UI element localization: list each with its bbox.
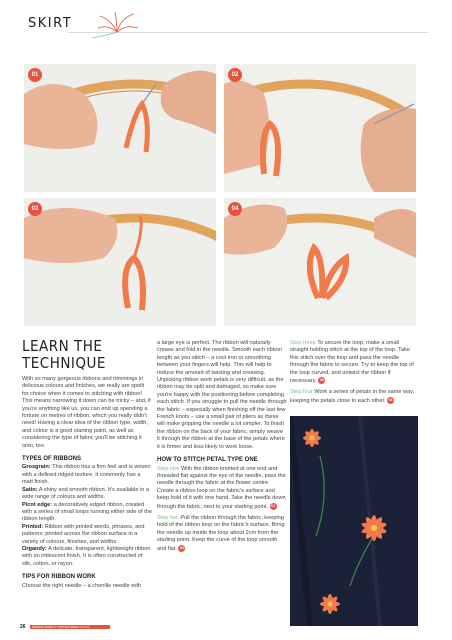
- step-one: [157, 466, 287, 511]
- types-heading: TYPES OF RIBBONS: [22, 456, 82, 463]
- ribbon-type-term: Grosgrain:: [22, 464, 51, 471]
- page-header: [12, 8, 440, 42]
- step-number-badge: 01: [271, 503, 276, 508]
- tips-heading: TIPS FOR RIBBON WORK: [22, 574, 96, 581]
- ribbon-type-entry: [22, 546, 152, 568]
- footer-banner: SEWING DIRECT TOPTENTREND.CO.UK: [30, 625, 110, 629]
- photo-number-badge: 03: [28, 202, 42, 216]
- photo-number-badge: 04: [228, 202, 242, 216]
- column-two: [157, 340, 287, 557]
- article-heading: LEARN THE TECHNIQUE: [22, 337, 106, 372]
- photo-number-badge: 01: [28, 68, 42, 82]
- step-number-badge: 02: [179, 545, 184, 550]
- skirt-image: [290, 416, 418, 626]
- step-four: [290, 389, 418, 405]
- step-photo-04: [224, 198, 416, 326]
- finished-skirt-photo: [290, 416, 418, 626]
- step-number-badge: 03: [319, 378, 324, 383]
- step-text: Pull the ribbon through the fabric, keeping hold of the ribbon loop on the fabric's surface. Bring the needle up inside the loop about 2cm from the starting point. Keep the curve of the loop smooth and flat.: [157, 514, 285, 552]
- ribbon-type-term: Printed:: [22, 523, 44, 530]
- ribbon-type-entry: [22, 502, 152, 524]
- tips-paragraph: Choose the right needle – a chenille needle with: [22, 582, 142, 589]
- column-one: [22, 338, 152, 594]
- page-footer: [20, 624, 110, 630]
- step-three: [290, 340, 418, 385]
- step-label: Step three: [290, 340, 316, 346]
- step-label: Step one: [157, 465, 180, 472]
- tips-continued-paragraph: a large eye is perfect. The ribbon will naturally crease and fold in the needle. Smooth each ribbon length as you stitch – a cool iron or smoothing between your fingers will help. This will help to reduce the amount of twisting and creasing. Unpicking ribbon work petals is very difficult, as the ribbon may be split and damaged, so make sure you're happy with the positioning before completing each stitch. If you struggle to pull the needle through the fabric – especially when finishing off the last few French knots – use a small pair of pliers as these will make gripping the needle a lot simpler. To finish the ribbon on the back of your fabric, simply weave it through the ribbon at the base of the petals where it is firmer and less likely to work loose.: [157, 340, 287, 450]
- step-two: [157, 515, 287, 553]
- column-three: [290, 340, 418, 409]
- ribbon-type-text: A delicate, transparent, lightweight ribbon with an iridescent finish. It is often constructed of silk, cotton, or rayon.: [22, 545, 151, 567]
- ribbon-type-text: Ribbon with printed words, phrases, and patterns; printed across the ribbon surface in a variety of colours, finishes, and widths.: [22, 523, 145, 545]
- flower-ornament-icon: [82, 10, 152, 40]
- photo-04-image: [224, 198, 416, 326]
- photo-number-badge: 02: [228, 68, 242, 82]
- step-photo-01: [24, 64, 216, 192]
- ribbon-type-text: a decoratively edged ribbon, created with a series of small loops running either side of the ribbon length.: [22, 501, 152, 523]
- step-photo-02: [224, 64, 416, 192]
- step-label: Step two: [157, 514, 179, 521]
- ribbon-type-entry: [22, 464, 152, 486]
- photo-02-image: [224, 64, 416, 192]
- ribbon-type-entry: [22, 487, 152, 502]
- ribbon-type-term: Organdy:: [22, 545, 47, 552]
- photo-01-image: [24, 64, 216, 192]
- intro-paragraph: With so many gorgeous ribbons and trimmings in delicious colours and finishes, we really are spoilt for choice when it comes to stitching with ribbon! This means narrowing it down can be tricky – and, if you're anything like us, you can end up spending a fortune on metres of ribbon, which you really didn't need! Having a clear idea of the ribbon type, width, and colour is a good starting point, as well as considering the type of fabric you'll be stitching it onto, too.: [22, 376, 151, 449]
- step-text: With the ribbon knotted at one end and threaded flat against the eye of the needle, pass the needle through the fabric at the flower centre. Create a ribbon loop on the fabric's surface and keep hold of it with one hand. Take the needle down through the fabric, next to your starting point.: [157, 465, 286, 510]
- page-number: 26: [20, 624, 26, 630]
- step-text: To secure the loop, make a small straight holding stitch at the top of the loop. Take this stitch over the loop and pass the needle through the fabric to secure. Try to keep the top of the loop curved, and untwist the ribbon if necessary.: [290, 340, 414, 385]
- step-text: Work a series of petals in the same way, keeping the petals close to each other.: [290, 389, 415, 404]
- section-title: SKIRT: [28, 16, 73, 31]
- ribbon-type-text: This ribbon has a firm feel and is woven with a defined ridged texture, it commonly has a matt finish.: [22, 464, 151, 486]
- step-label: Step four: [290, 389, 313, 396]
- step-number-badge: 04: [388, 397, 393, 402]
- howto-heading: HOW TO STITCH PETAL TYPE ONE: [157, 457, 258, 464]
- ribbon-type-term: Satin:: [22, 486, 38, 493]
- step-photo-03: [24, 198, 216, 326]
- photo-03-image: [24, 198, 216, 326]
- ribbon-type-term: Picot edge:: [22, 501, 53, 508]
- ribbon-type-text: A shiny and smooth ribbon. It's available in a wide range of colours and widths.: [22, 486, 150, 501]
- ribbon-type-entry: [22, 524, 152, 546]
